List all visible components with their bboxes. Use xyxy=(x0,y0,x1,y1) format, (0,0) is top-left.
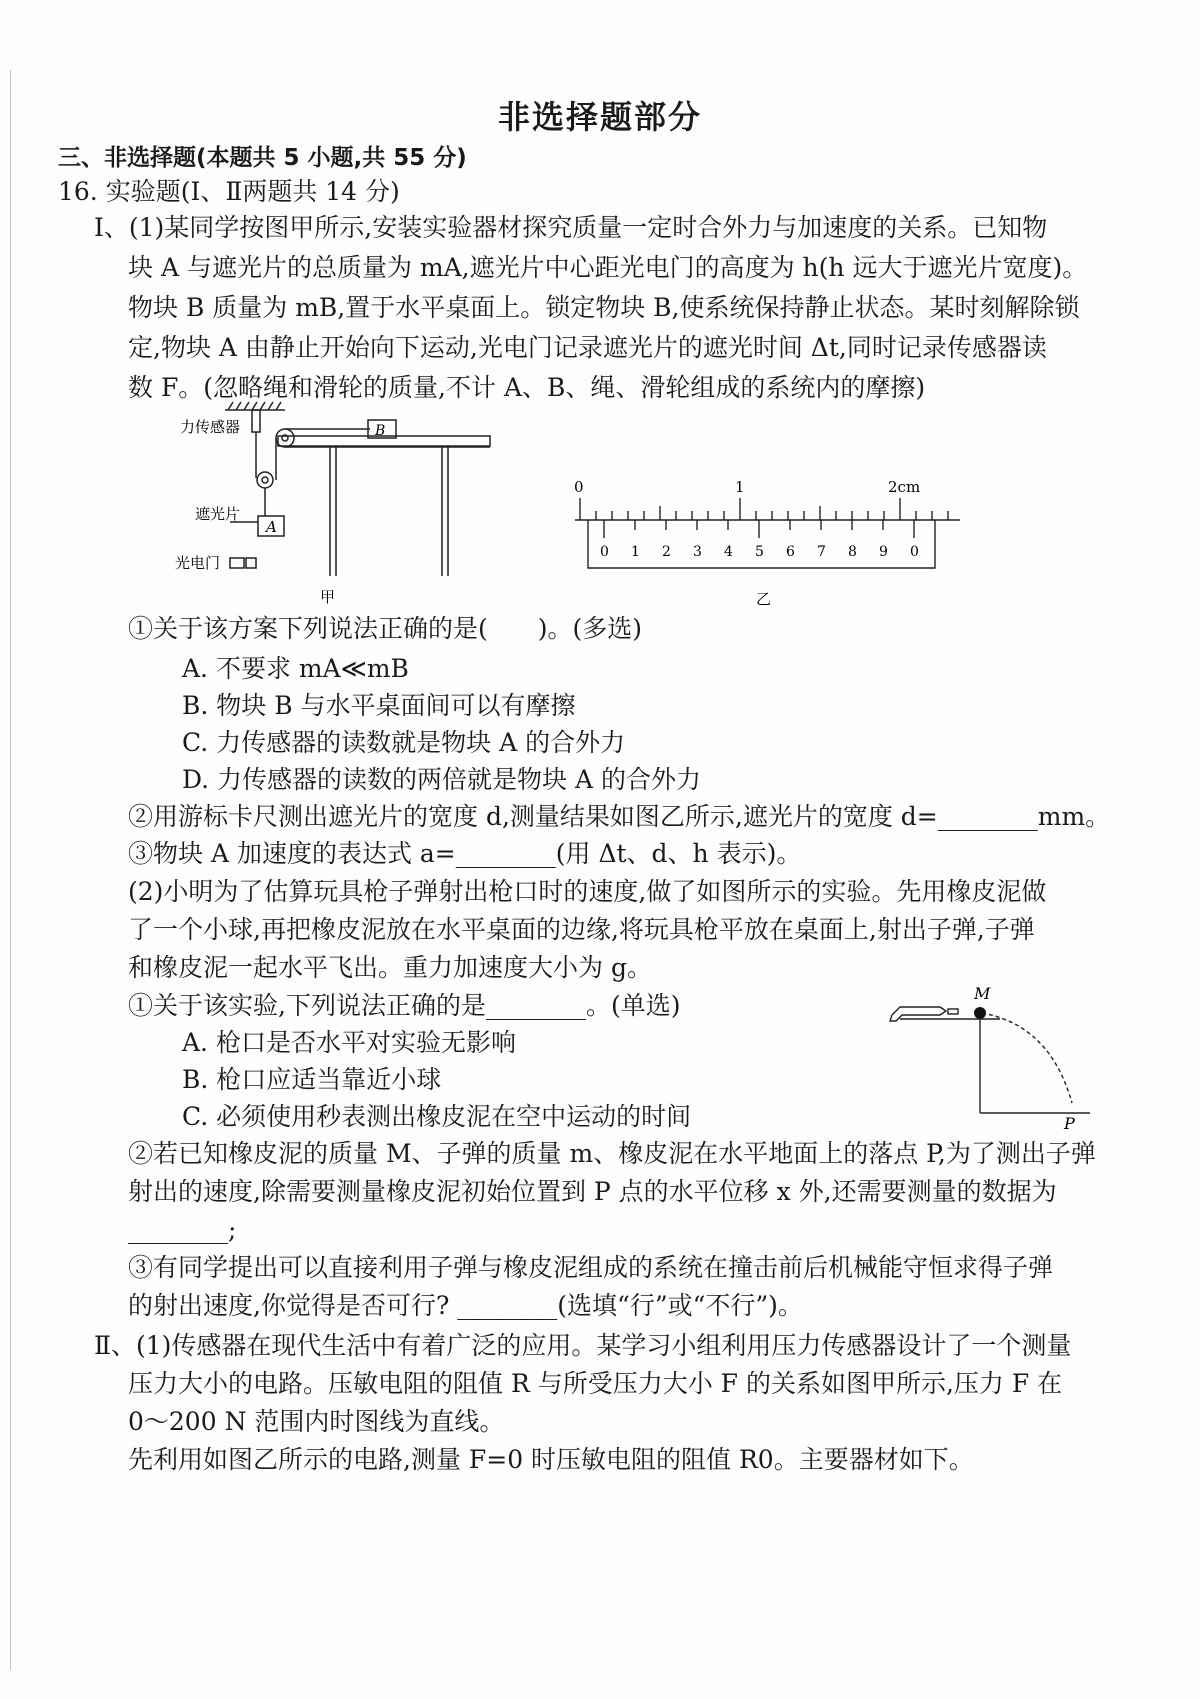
figure-yi-caption: 乙 xyxy=(756,590,772,608)
intro-line: 块 A 与遮光片的总质量为 mA,遮光片中心距光电门的高度为 h(h 远大于遮光片宽度)。 xyxy=(128,253,1088,282)
part2-line: Ⅱ、(1)传感器在现代生活中有着广泛的应用。某学习小组利用压力传感器设计了一个测量 xyxy=(94,1331,1072,1360)
intro-line: 物块 B 质量为 mB,置于水平桌面上。锁定物块 B,使系统保持静止状态。某时刻解除锁 xyxy=(128,293,1080,322)
p2q1-stem: ①关于该实验,下列说法正确的是________。(单选) xyxy=(128,991,681,1020)
main-scale-label: 2cm xyxy=(888,478,921,496)
figure-jia-caption: 甲 xyxy=(320,588,336,606)
block-a-label: A xyxy=(266,518,277,536)
p2q1-option: B. 枪口应适当靠近小球 xyxy=(182,1065,442,1094)
vernier-label: 7 xyxy=(817,544,826,560)
shade-label: 遮光片 xyxy=(195,505,241,523)
vernier-label: 6 xyxy=(786,544,795,560)
main-scale-label: 1 xyxy=(735,478,745,496)
figure-gun-projectile xyxy=(880,985,1100,1135)
q2-text: ②用游标卡尺测出遮光片的宽度 d,测量结果如图乙所示,遮光片的宽度 d=________mm。 xyxy=(128,802,1111,831)
part2-line: 0～200 N 范围内时图线为直线。 xyxy=(128,1407,505,1436)
main-scale-label: 0 xyxy=(574,478,584,496)
vernier-label: 9 xyxy=(879,544,888,560)
vernier-label: 0 xyxy=(600,544,609,560)
p2q2-line: 射出的速度,除需要测量橡皮泥初始位置到 P 点的水平位移 x 外,还需要测量的数据为 xyxy=(128,1177,1057,1206)
page-title: 非选择题部分 xyxy=(497,98,702,136)
section-heading: 三、非选择题(本题共 5 小题,共 55 分) xyxy=(58,145,467,171)
p2q3-line: 的射出速度,你觉得是否可行? ________(选填“行”或“不行”)。 xyxy=(128,1291,803,1320)
p2q1-option: C. 必须使用秒表测出橡皮泥在空中运动的时间 xyxy=(182,1102,692,1131)
intro-line: 定,物块 A 由静止开始向下运动,光电门记录遮光片的遮光时间 Δt,同时记录传感器读 xyxy=(128,333,1047,362)
point-p-label: P xyxy=(1064,1114,1075,1133)
part2-intro-line: (2)小明为了估算玩具枪子弹射出枪口时的速度,做了如图所示的实验。先用橡皮泥做 xyxy=(128,877,1047,906)
point-m-label: M xyxy=(974,985,991,1003)
figure-yi-vernier xyxy=(560,478,970,618)
p2q1-option: A. 枪口是否水平对实验无影响 xyxy=(182,1028,516,1057)
figure-jia-apparatus xyxy=(170,398,540,608)
block-b-label: B xyxy=(375,423,386,439)
gate-label: 光电门 xyxy=(175,554,221,572)
intro-line: Ⅰ、(1)某同学按图甲所示,安装实验器材探究质量一定时合外力与加速度的关系。已知物 xyxy=(94,213,1048,242)
clay-ball-icon xyxy=(974,1007,986,1019)
p2q2-line: ②若已知橡皮泥的质量 M、子弹的质量 m、橡皮泥在水平地面上的落点 P,为了测出子弹 xyxy=(128,1139,1096,1168)
part2-intro-line: 和橡皮泥一起水平飞出。重力加速度大小为 g。 xyxy=(128,953,652,982)
q1-stem: ①关于该方案下列说法正确的是( )。(多选) xyxy=(128,614,643,643)
vernier-label: 1 xyxy=(631,544,640,560)
intro-line: 数 F。(忽略绳和滑轮的质量,不计 A、B、绳、滑轮组成的系统内的摩擦) xyxy=(128,373,926,402)
p2q3-line: ③有同学提出可以直接利用子弹与橡皮泥组成的系统在撞击前后机械能守恒求得子弹 xyxy=(128,1253,1054,1282)
q1-option: C. 力传感器的读数就是物块 A 的合外力 xyxy=(182,728,626,757)
part2-intro-line: 了一个小球,再把橡皮泥放在水平桌面的边缘,将玩具枪平放在桌面上,射出子弹,子弹 xyxy=(128,915,1035,944)
p2q2-line: ________; xyxy=(128,1215,237,1244)
binding-margin-line xyxy=(10,70,11,1670)
vernier-label: 2 xyxy=(662,544,671,560)
question-heading: 16. 实验题(Ⅰ、Ⅱ两题共 14 分) xyxy=(58,177,400,206)
vernier-label: 8 xyxy=(848,544,857,560)
q1-option: B. 物块 B 与水平桌面间可以有摩擦 xyxy=(182,691,576,720)
q1-option: A. 不要求 mA≪mB xyxy=(182,654,409,683)
force-sensor-label: 力传感器 xyxy=(180,418,241,436)
q3-text: ③物块 A 加速度的表达式 a=________(用 Δt、d、h 表示)。 xyxy=(128,839,802,868)
part2-line: 先利用如图乙所示的电路,测量 F=0 时压敏电阻的阻值 R0。主要器材如下。 xyxy=(128,1445,974,1474)
vernier-label: 0 xyxy=(910,544,919,560)
vernier-label: 3 xyxy=(693,544,702,560)
q1-option: D. 力传感器的读数的两倍就是物块 A 的合外力 xyxy=(182,765,701,794)
vernier-label: 5 xyxy=(755,544,764,560)
part2-line: 压力大小的电路。压敏电阻的阻值 R 与所受压力大小 F 的关系如图甲所示,压力 F 在 xyxy=(128,1369,1063,1398)
vernier-label: 4 xyxy=(724,544,733,560)
